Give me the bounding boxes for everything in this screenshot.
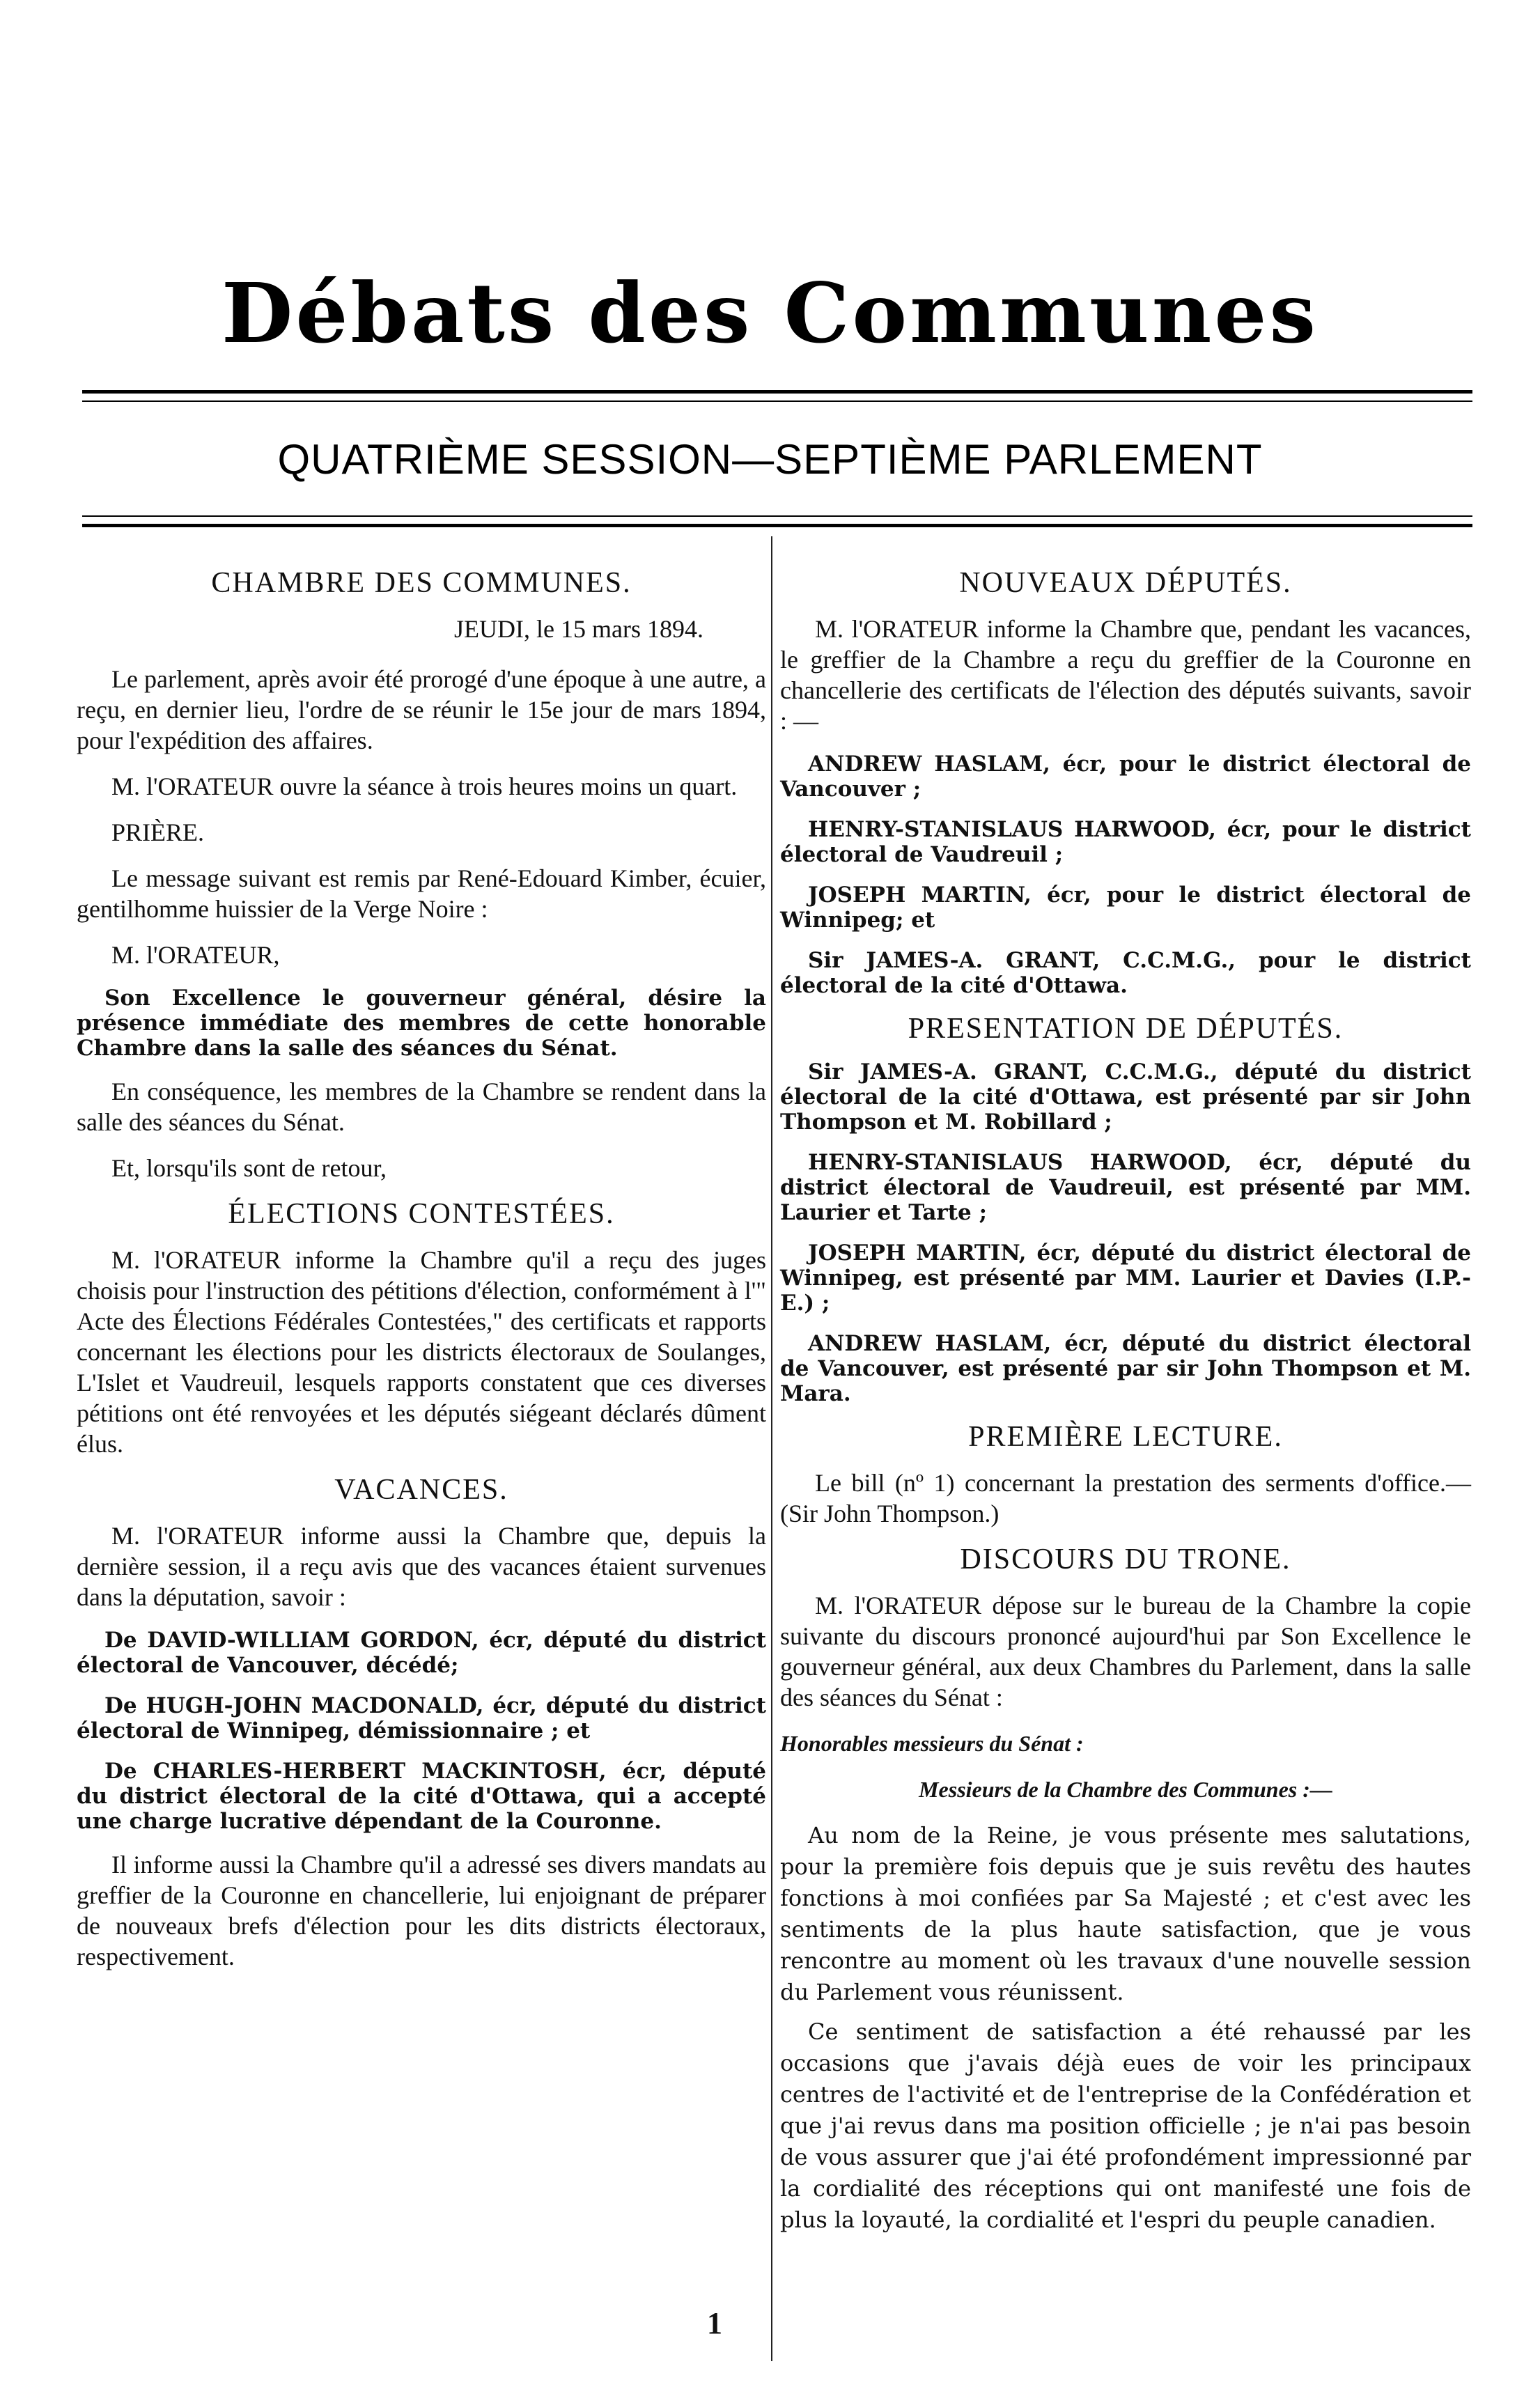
- rule-mid-thick: [82, 524, 1472, 527]
- vacancy-entry: De CHARLES-HERBERT MACKINTOSH, écr, député du district électoral de la cité d'Ottawa, qui a accepté une charge lucrative dépendant de la Couronne.: [77, 1759, 766, 1834]
- deputy-entry: JOSEPH MARTIN, écr, pour le district électoral de Winnipeg; et: [780, 882, 1471, 933]
- heading-nouveaux-deputes: NOUVEAUX DÉPUTÉS.: [959, 567, 1292, 599]
- deputy-entry: Sir JAMES-A. GRANT, C.C.M.G., pour le district électoral de la cité d'Ottawa.: [780, 948, 1471, 998]
- masthead-title: Débats des Communes: [221, 265, 1319, 361]
- rule-top-thin: [82, 400, 1472, 402]
- paragraph: M. l'ORATEUR informe la Chambre qu'il a reçu des juges choisis pour l'instruction des pétitions d'élection, conformément à l'" Acte des Élections Fédérales Contestées," des certificats et rapports concernant les élections pour les districts électoraux de Soulanges, L'Islet et Vaudreuil, lesquels rapports constatent que ces diverses pétitions ont été renvoyées et les députés siégeant déclarés dûment élus.: [77, 1246, 766, 1458]
- page-number: 1: [707, 2306, 722, 2340]
- presentation-entry: ANDREW HASLAM, écr, député du district électoral de Vancouver, est présenté par sir John Thompson et M. Mara.: [780, 1331, 1471, 1406]
- speech-paragraph: Ce sentiment de satisfaction a été rehaussé par les occasions que j'avais déjà eues de voir les principaux centres de l'activité et de l'entreprise de la Confédération et que j'ai revus dans ma position officielle ; je n'ai pas besoin de vous assurer que j'ai été profondément impressionné par la cordialité des réceptions qui ont manifesté une fois de plus la loyauté, la cordialité et l'espri du peuple canadien.: [780, 2018, 1471, 2233]
- paragraph: M. l'ORATEUR informe aussi la Chambre que, depuis la dernière session, il a reçu avis que des vacances étaient survenues dans la députation, savoir :: [77, 1522, 766, 1611]
- presentation-entry: Sir JAMES-A. GRANT, C.C.M.G., député du district électoral de la cité d'Ottawa, est présenté par sir John Thompson et M. Robillard ;: [780, 1059, 1471, 1135]
- deputy-entry: ANDREW HASLAM, écr, pour le district électoral de Vancouver ;: [780, 752, 1471, 802]
- session-date: JEUDI, le 15 mars 1894.: [454, 615, 703, 643]
- paragraph-priere: PRIÈRE.: [111, 818, 205, 846]
- message-text: Son Excellence le gouverneur général, désire la présence immédiate des membres de cette honorable Chambre dans la salle des séances du Sénat.: [77, 986, 766, 1061]
- speech-paragraph: Au nom de la Reine, je vous présente mes salutations, pour la première fois depuis que je suis revêtu des hautes fonctions à moi confiées par Sa Majesté ; et c'est avec les sentiments de la plus haute satisfaction, que je vous rencontre au moment où les travaux d'une nouvelle session du Parlement vous réunissent.: [780, 1822, 1471, 2005]
- column-divider: [771, 536, 772, 2361]
- heading-vacances: VACANCES.: [334, 1474, 508, 1506]
- address-commons: Messieurs de la Chambre des Communes :—: [919, 1777, 1332, 1802]
- paragraph: M. l'ORATEUR ouvre la séance à trois heures moins un quart.: [111, 772, 738, 800]
- presentation-entry: JOSEPH MARTIN, écr, député du district électoral de Winnipeg, est présenté par MM. Laurier et Davies (I.P.-E.) ;: [780, 1240, 1471, 1316]
- rule-top-thick: [82, 390, 1472, 394]
- heading-premiere-lecture: PREMIÈRE LECTURE.: [968, 1421, 1283, 1453]
- rule-mid-thin: [82, 515, 1472, 517]
- paragraph: Le message suivant est remis par René-Edouard Kimber, écuier, gentilhomme huissier de la Verge Noire :: [77, 864, 766, 923]
- paragraph: Et, lorsqu'ils sont de retour,: [111, 1154, 387, 1182]
- vacancy-entry: De DAVID-WILLIAM GORDON, écr, député du district électoral de Vancouver, décédé;: [77, 1628, 766, 1678]
- address-senate: Honorables messieurs du Sénat :: [780, 1731, 1084, 1756]
- left-column: [77, 568, 766, 1987]
- presentation-entry: HENRY-STANISLAUS HARWOOD, écr, député du district électoral de Vaudreuil, est présenté par MM. Laurier et Tarte ;: [780, 1150, 1471, 1225]
- heading-elections: ÉLECTIONS CONTESTÉES.: [228, 1198, 615, 1230]
- right-column: [780, 568, 1471, 2244]
- paragraph: Le parlement, après avoir été prorogé d'une époque à une autre, a reçu, en dernier lieu, l'ordre de se réunir le 15e jour de mars 1894, pour l'expédition des affaires.: [77, 665, 766, 754]
- paragraph: En conséquence, les membres de la Chambre se rendent dans la salle des séances du Sénat.: [77, 1078, 766, 1136]
- heading-presentation: PRESENTATION DE DÉPUTÉS.: [908, 1013, 1344, 1045]
- session-subtitle: QUATRIÈME SESSION—SEPTIÈME PARLEMENT: [277, 436, 1263, 483]
- paragraph: M. l'ORATEUR dépose sur le bureau de la Chambre la copie suivante du discours prononcé aujourd'hui par Son Excellence le gouverneur général, aux deux Chambres du Parlement, dans la salle des séances du Sénat :: [780, 1592, 1471, 1711]
- paragraph: Il informe aussi la Chambre qu'il a adressé ses divers mandats au greffier de la Couronne en chancellerie, lui enjoignant de préparer de nouveaux brefs d'élection pour les dits districts électoraux, respectivement.: [77, 1851, 766, 1970]
- paragraph-salutation: M. l'ORATEUR,: [111, 941, 280, 969]
- heading-chambre: CHAMBRE DES COMMUNES.: [211, 567, 632, 599]
- deputy-entry: HENRY-STANISLAUS HARWOOD, écr, pour le district électoral de Vaudreuil ;: [780, 817, 1471, 867]
- heading-discours: DISCOURS DU TRONE.: [960, 1543, 1291, 1576]
- paragraph: M. l'ORATEUR informe la Chambre que, pendant les vacances, le greffier de la Chambre a reçu du greffier de la Couronne en chancellerie des certificats de l'élection des députés suivants, savoir : —: [780, 615, 1471, 735]
- vacancy-entry: De HUGH-JOHN MACDONALD, écr, député du district électoral de Winnipeg, démissionnaire ; et: [77, 1693, 766, 1743]
- paragraph: Le bill (nº 1) concernant la prestation des serments d'office.—(Sir John Thompson.): [780, 1469, 1471, 1527]
